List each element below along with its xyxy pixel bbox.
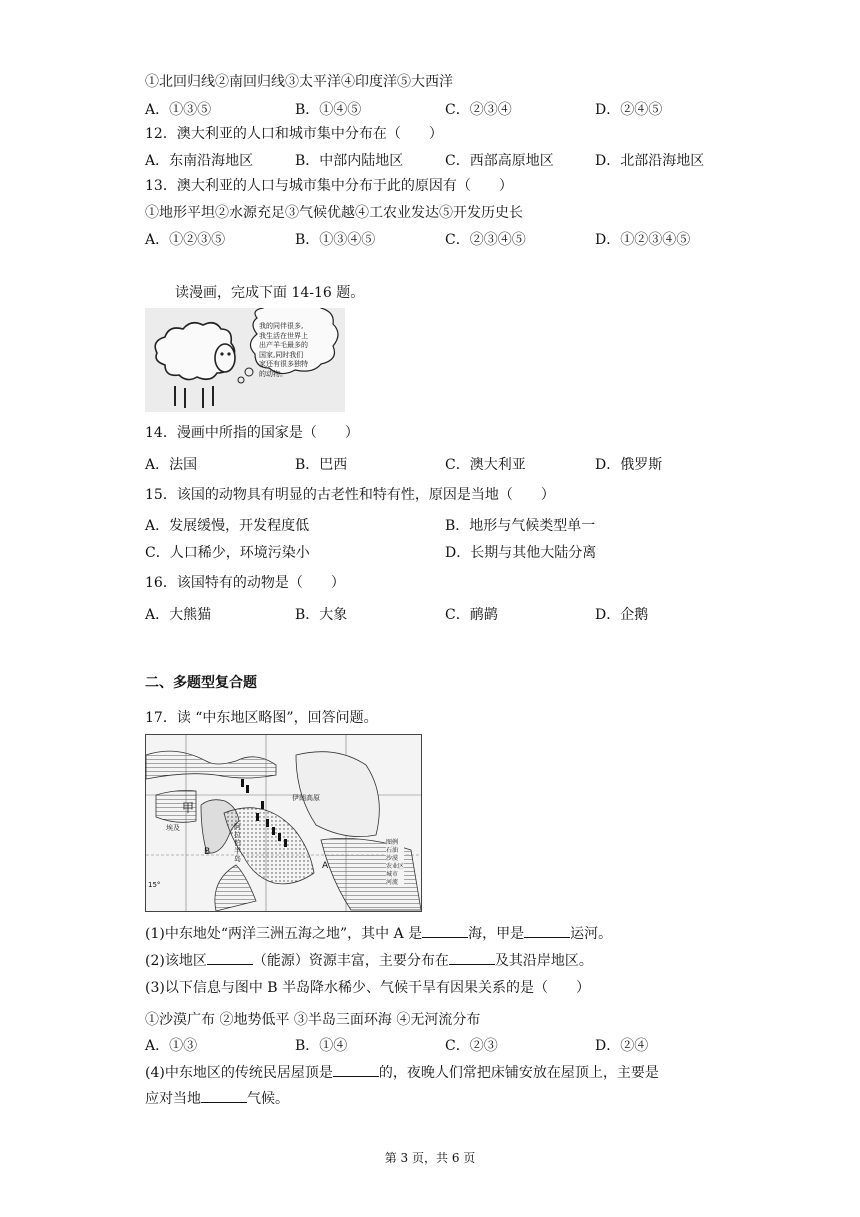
q17-part4 xyxy=(145,1062,659,1083)
q17-part2-text-a: (2)该地区 xyxy=(145,953,207,969)
q17-part3-stem: (3)以下信息与图中 B 半岛降水稀少、气候干旱有因果关系的是（ ） xyxy=(145,980,591,996)
q14-option-a: A．法国 xyxy=(145,457,198,473)
q11-option-c: C．②③④ xyxy=(445,102,512,118)
q17-part2-text-c: 及其沿岸地区。 xyxy=(494,953,593,969)
q17-part3-choices: ①沙漠广布 ②地势低平 ③半岛三面环海 ④无河流分布 xyxy=(145,1012,481,1028)
q12-option-d: D．北部沿海地区 xyxy=(595,153,705,169)
q13-option-a: A．①②③⑤ xyxy=(145,232,226,248)
q14-stem: 14．漫画中所指的国家是（ ） xyxy=(145,425,359,441)
q13-option-c: C．②③④⑤ xyxy=(445,232,526,248)
map-lat-label: 15° xyxy=(148,881,161,889)
speech-bubble xyxy=(259,322,337,379)
q15-option-c: C．人口稀少，环境污染小 xyxy=(145,545,310,561)
q13-option-d: D．①②③④⑤ xyxy=(595,232,691,248)
q16-option-a: A．大熊猫 xyxy=(145,607,212,623)
sheep-comic xyxy=(145,308,345,412)
q17-part4-text-c: 应对当地 xyxy=(145,1091,201,1107)
comic-intro: 读漫画，完成下面 14-16 题。 xyxy=(175,285,365,301)
answer-blank[interactable] xyxy=(449,950,495,965)
q11-option-a: A．①③⑤ xyxy=(145,102,212,118)
q16-option-d: D．企鹅 xyxy=(595,607,649,623)
map-label-egypt: 埃及 xyxy=(166,824,180,832)
q17-part3-option-c: C．②③ xyxy=(445,1038,498,1054)
answer-blank[interactable] xyxy=(201,1088,247,1103)
legend-item: 沙漠 xyxy=(386,855,399,862)
middle-east-map xyxy=(145,734,422,912)
q13-choices: ①地形平坦②水源充足③气候优越④工农业发达⑤开发历史长 xyxy=(145,205,523,221)
legend-item: 城市 xyxy=(386,871,399,878)
q17-part3-option-a: A．①③ xyxy=(145,1038,198,1054)
q17-part1-text-c: 运河。 xyxy=(570,926,613,942)
map-graphic xyxy=(146,735,421,911)
bubble-line: 国家,同时我们 xyxy=(259,350,304,359)
page-footer: 第 3 页，共 6 页 xyxy=(384,1151,476,1165)
q14-option-b: B．巴西 xyxy=(295,457,348,473)
q14-option-d: D．俄罗斯 xyxy=(595,457,663,473)
q15-option-d: D．长期与其他大陆分离 xyxy=(445,545,597,561)
q13-stem: 13．澳大利亚的人口与城市集中分布于此的原因有（ ） xyxy=(145,178,513,194)
map-label-a: A xyxy=(322,861,329,871)
q17-part4-text-d: 气候。 xyxy=(247,1091,289,1107)
bubble-line: 家还有很多独特 xyxy=(259,360,308,368)
bubble-line: 出产羊毛最多的 xyxy=(259,341,308,349)
answer-blank[interactable] xyxy=(207,950,253,965)
q12-option-a: A．东南沿海地区 xyxy=(145,153,254,169)
q12-option-c: C．西部高原地区 xyxy=(445,153,554,169)
q17-part4-cont xyxy=(145,1088,289,1109)
map-label-b: B xyxy=(204,847,211,857)
q14-option-c: C．澳大利亚 xyxy=(445,457,526,473)
answer-blank[interactable] xyxy=(524,923,570,938)
q17-part2 xyxy=(145,950,593,971)
q13-option-b: B．①③④⑤ xyxy=(295,232,376,248)
q16-option-b: B．大象 xyxy=(295,607,348,623)
map-label-jia: 甲 xyxy=(182,801,195,815)
legend-item: 农业区 xyxy=(386,863,405,870)
map-legend xyxy=(386,839,404,887)
bubble-line: 的动物。 xyxy=(259,369,287,378)
q15-stem: 15．该国的动物具有明显的古老性和特有性，原因是当地（ ） xyxy=(145,487,555,503)
q11-option-b: B．①④⑤ xyxy=(295,102,362,118)
q15-option-a: A．发展缓慢，开发程度低 xyxy=(145,518,310,534)
q17-part4-text-b: 的，夜晚人们常把床铺安放在屋顶上，主要是 xyxy=(378,1065,659,1081)
answer-blank[interactable] xyxy=(422,923,468,938)
bubble-line: 我的同伴很多, xyxy=(259,322,304,330)
map-label-iran: 伊朗高原 xyxy=(292,794,320,802)
q16-option-c: C．鸸鹋 xyxy=(445,607,498,623)
legend-item: 石油 xyxy=(386,847,399,854)
bubble-line: 我生活在世界上 xyxy=(259,331,308,340)
section-title: 二、多题型复合题 xyxy=(145,675,257,691)
legend-item: 河流 xyxy=(386,879,399,886)
q12-stem: 12．澳大利亚的人口和城市集中分布在（ ） xyxy=(145,126,443,142)
q11-option-d: D．②④⑤ xyxy=(595,102,663,118)
q17-part1 xyxy=(145,923,612,944)
map-label-arabia: 阿拉伯半岛 xyxy=(234,823,241,863)
answer-blank[interactable] xyxy=(333,1062,379,1077)
q17-part3-option-d: D．②④ xyxy=(595,1038,649,1054)
q15-option-b: B．地形与气候类型单一 xyxy=(445,518,596,534)
q17-part1-text-b: 海，甲是 xyxy=(468,926,525,942)
q17-part3-option-b: B．①④ xyxy=(295,1038,348,1054)
q11-choices: ①北回归线②南回归线③太平洋④印度洋⑤大西洋 xyxy=(145,74,453,90)
q17-part2-text-b: （能源）资源丰富，主要分布在 xyxy=(252,953,449,969)
q12-option-b: B．中部内陆地区 xyxy=(295,153,404,169)
q17-part4-text-a: (4)中东地区的传统民居屋顶是 xyxy=(145,1065,333,1081)
legend-title: 图例 xyxy=(386,839,399,846)
q17-part1-text-a: (1)中东地处“两洋三洲五海之地”，其中 A 是 xyxy=(145,926,423,942)
q16-stem: 16．该国特有的动物是（ ） xyxy=(145,575,345,591)
q17-stem: 17．读 “中东地区略图”，回答问题。 xyxy=(145,710,378,726)
